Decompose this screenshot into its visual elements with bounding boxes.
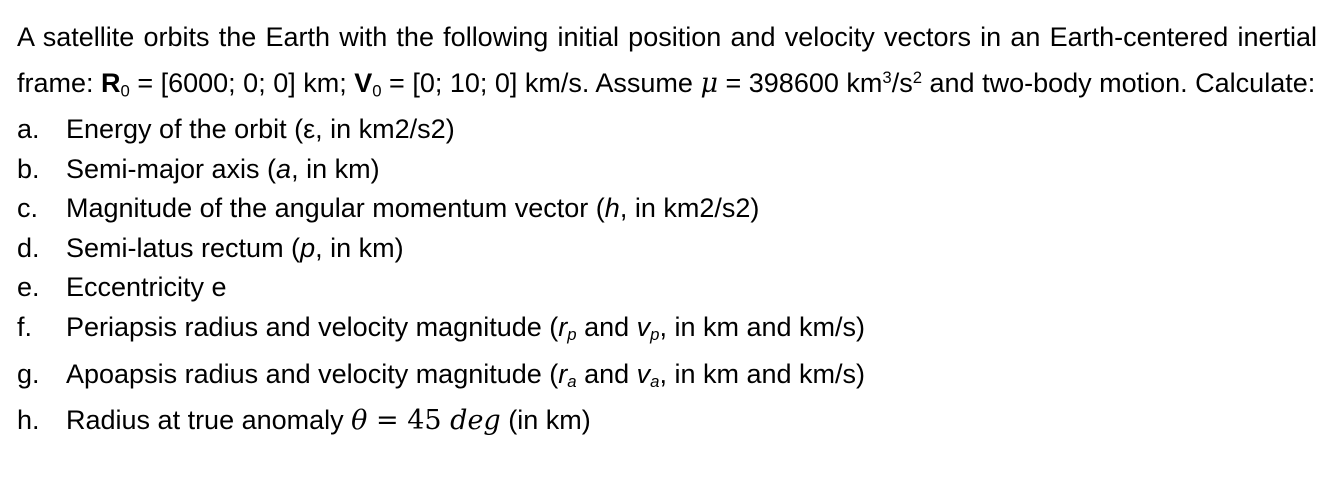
list-marker: b.	[17, 153, 40, 184]
list-marker: h.	[17, 405, 40, 436]
list-item-text	[66, 401, 591, 441]
item-text: Radius at true anomaly	[66, 405, 352, 436]
variable: a	[276, 153, 292, 184]
list-item	[17, 150, 1317, 190]
item-text: Apoapsis radius and velocity magnitude (	[66, 358, 559, 389]
theta-symbol: θ	[351, 405, 368, 437]
list-item	[17, 189, 1317, 229]
variable-subscript: a	[567, 371, 577, 391]
variable: h	[604, 193, 620, 224]
list-item-text	[66, 308, 865, 355]
variable: r	[558, 358, 568, 389]
item-text: Semi-latus rectum (	[66, 232, 301, 263]
list-marker: e.	[17, 272, 40, 303]
item-text: , in km and km/s)	[659, 358, 866, 389]
list-item-text	[66, 150, 380, 190]
item-text: (in km)	[500, 405, 591, 436]
list-item-text	[66, 110, 455, 150]
mu-symbol: μ	[700, 67, 718, 99]
item-text: and	[576, 311, 637, 342]
question-list	[17, 110, 1317, 440]
position-vector-value: = [6000; 0; 0] km;	[129, 67, 355, 98]
variable-subscript: p	[650, 325, 660, 345]
problem-statement	[17, 18, 1317, 110]
item-text: and	[576, 358, 637, 389]
list-item	[17, 110, 1317, 150]
item-text: , in km)	[291, 153, 380, 184]
velocity-vector-subscript: 0	[372, 80, 382, 100]
list-item-text	[66, 268, 227, 308]
list-item	[17, 268, 1317, 308]
list-marker: a.	[17, 114, 40, 145]
position-vector-symbol: R	[101, 67, 121, 98]
list-marker: c.	[17, 193, 39, 224]
list-marker: d.	[17, 232, 40, 263]
item-text: Semi-major axis (	[66, 153, 277, 184]
variable: v	[636, 311, 651, 342]
deg-unit: deg	[450, 405, 501, 437]
velocity-vector-value: = [0; 10; 0] km/s. Assume	[381, 67, 701, 98]
variable-subscript: p	[567, 325, 577, 345]
intro-text-1: A satellite orbits the Earth with the following initial position and velocity vectors in an Earth-centered inertial frame:	[17, 22, 1317, 98]
variable: r	[558, 311, 568, 342]
list-marker: f.	[17, 311, 33, 342]
variable-subscript: a	[650, 371, 660, 391]
list-item-text	[66, 355, 865, 402]
variable: p	[300, 232, 316, 263]
problem-document	[17, 18, 1317, 441]
list-item	[17, 355, 1317, 402]
mu-unit-slash: /s	[891, 67, 913, 98]
item-text: , in km2/s2)	[619, 193, 760, 224]
item-text: Magnitude of the angular momentum vector (	[66, 193, 605, 224]
item-text: Energy of the orbit (ε, in km2/s2)	[66, 114, 455, 145]
intro-text-2: and two-body motion. Calculate:	[922, 67, 1316, 98]
mu-exponent-1: 3	[882, 67, 892, 87]
mu-exponent-2: 2	[912, 67, 923, 87]
list-marker: g.	[17, 358, 40, 389]
item-text: Periapsis radius and velocity magnitude (	[66, 311, 559, 342]
position-vector-subscript: 0	[120, 80, 130, 100]
item-text: Eccentricity e	[66, 272, 227, 303]
mu-value: = 398600 km	[718, 67, 883, 98]
list-item	[17, 401, 1317, 441]
item-text: , in km)	[315, 232, 404, 263]
list-item-text	[66, 189, 759, 229]
list-item	[17, 229, 1317, 269]
list-item-text	[66, 229, 404, 269]
velocity-vector-symbol: V	[354, 67, 373, 98]
math-equals: = 45	[367, 405, 451, 437]
list-item	[17, 308, 1317, 355]
variable: v	[636, 358, 651, 389]
item-text: , in km and km/s)	[659, 311, 865, 342]
